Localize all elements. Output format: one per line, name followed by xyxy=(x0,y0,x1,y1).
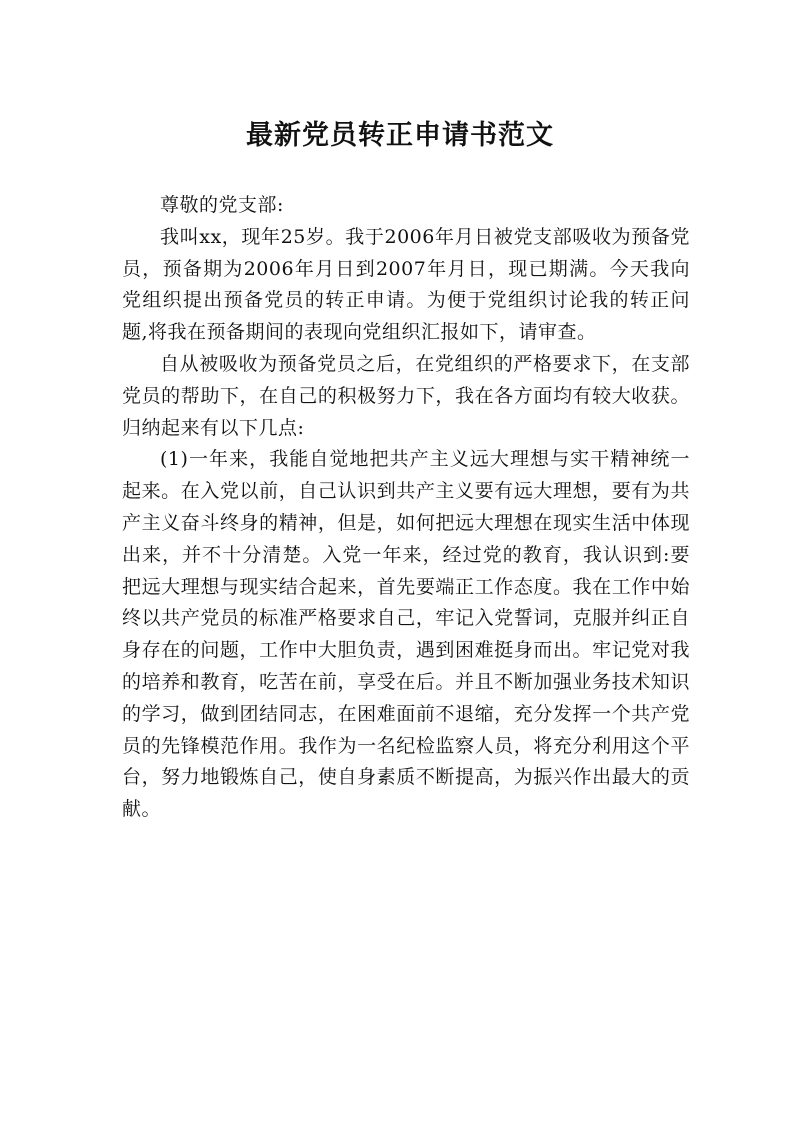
document-body xyxy=(122,190,690,826)
paragraph-intro: 我叫xx，现年25岁。我于2006年月日被党支部吸收为预备党员，预备期为2006年月日到2007年月日，现已期满。今天我向党组织提出预备党员的转正申请。为便于党组织讨论我的转正问题,将我在预备期间的表现向党组织汇报如下，请审查。 xyxy=(122,225,690,344)
paragraph-summary: 自从被吸收为预备党员之后，在党组织的严格要求下，在支部党员的帮助下，在自己的积极努力下，我在各方面均有较大收获。归纳起来有以下几点: xyxy=(122,352,690,439)
paragraph-point-1: (1)一年来，我能自觉地把共产主义远大理想与实干精神统一起来。在入党以前，自己认识到共产主义要有远大理想，要有为共产主义奋斗终身的精神，但是，如何把远大理想在现实生活中体现出来，并不十分清楚。入党一年来，经过党的教育，我认识到:要把远大理想与现实结合起来，首先要端正工作态度。我在工作中始终以共产党员的标准严格要求自己，牢记入党誓词，克服并纠正自身存在的问题，工作中大胆负责，遇到困难挺身而出。牢记党对我的培养和教育，吃苦在前，享受在后。并且不断加强业务技术知识的学习，做到团结同志，在困难面前不退缩，充分发挥一个共产党员的先锋模范作用。我作为一名纪检监察人员，将充分利用这个平台，努力地锻炼自己，使自身素质不断提高，为振兴作出最大的贡献。 xyxy=(122,448,690,821)
salutation: 尊敬的党支部: xyxy=(160,194,284,216)
document-title: 最新党员转正申请书范文 xyxy=(246,120,554,152)
